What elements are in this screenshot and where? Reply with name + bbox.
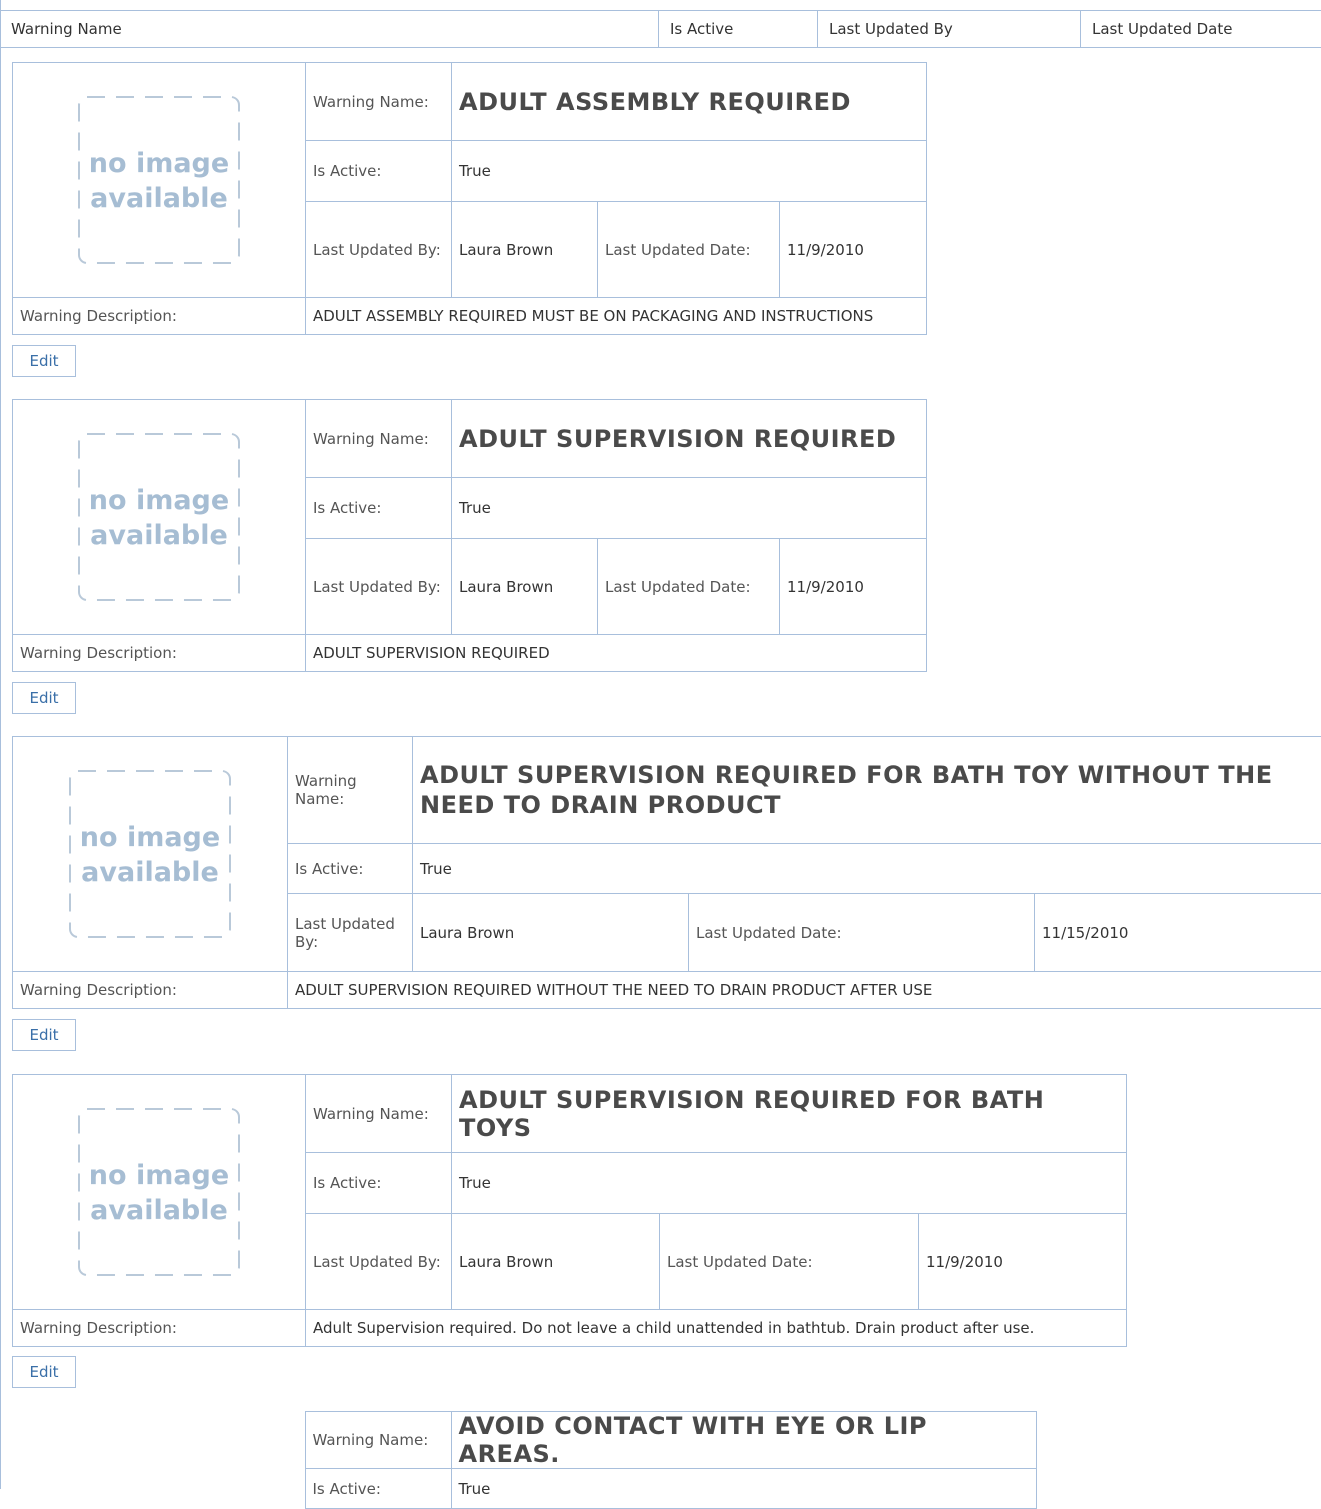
warning-name-label: Warning Name:	[305, 1412, 451, 1469]
warning-description-value: ADULT ASSEMBLY REQUIRED MUST BE ON PACKAGING AND INSTRUCTIONS	[306, 298, 927, 335]
last-updated-by-label: Last Updated By:	[306, 539, 452, 635]
warning-description-label: Warning Description:	[13, 1310, 306, 1347]
warning-name-label: Warning Name:	[306, 400, 452, 478]
last-updated-by-label: Last Updated By:	[306, 202, 452, 298]
no-image-text: no image	[67, 820, 233, 855]
no-image-text: available	[76, 181, 242, 216]
is-active-label: Is Active:	[305, 1469, 451, 1509]
warning-card	[12, 1411, 1037, 1509]
column-header-is-active[interactable]: Is Active	[658, 11, 817, 47]
last-updated-date-label: Last Updated Date:	[598, 202, 780, 298]
last-updated-date-label: Last Updated Date:	[660, 1214, 919, 1310]
warning-description-label: Warning Description:	[13, 298, 306, 335]
last-updated-date-value: 11/9/2010	[780, 202, 927, 298]
edit-button[interactable]: Edit	[12, 345, 76, 377]
edit-button[interactable]: Edit	[12, 1356, 76, 1388]
no-image-text: available	[76, 1193, 242, 1228]
warning-name-value: AVOID CONTACT WITH EYE OR LIP AREAS.	[451, 1412, 1036, 1469]
is-active-value: True	[452, 141, 927, 202]
last-updated-by-label: Last Updated By:	[306, 1214, 452, 1310]
warning-name-label: Warning Name:	[306, 1075, 452, 1153]
edit-button[interactable]: Edit	[12, 1019, 76, 1051]
warning-card	[12, 1074, 1127, 1347]
last-updated-by-value: Laura Brown	[452, 202, 598, 298]
warning-description-label: Warning Description:	[13, 972, 288, 1009]
column-header-last-updated-by[interactable]: Last Updated By	[817, 11, 1080, 47]
no-image-text: no image	[76, 146, 242, 181]
edit-button[interactable]: Edit	[12, 682, 76, 714]
warning-card	[12, 736, 1321, 1009]
last-updated-date-label: Last Updated Date:	[598, 539, 780, 635]
is-active-label: Is Active:	[306, 478, 452, 539]
no-image-placeholder	[13, 63, 306, 298]
no-image-text: available	[76, 518, 242, 553]
no-image-placeholder	[13, 400, 306, 635]
is-active-value: True	[452, 478, 927, 539]
warning-name-label: Warning Name:	[306, 63, 452, 141]
grid-header	[0, 10, 1321, 48]
is-active-label: Is Active:	[288, 844, 413, 894]
is-active-label: Is Active:	[306, 1153, 452, 1214]
warning-card	[12, 399, 927, 672]
last-updated-date-value: 11/9/2010	[780, 539, 927, 635]
warning-name-value: ADULT ASSEMBLY REQUIRED	[452, 63, 927, 141]
no-image-placeholder	[13, 1075, 306, 1310]
is-active-value: True	[413, 844, 1321, 894]
no-image-text: available	[67, 855, 233, 890]
last-updated-by-label: Last Updated By:	[288, 894, 413, 972]
warning-description-value: Adult Supervision required. Do not leave a child unattended in bathtub. Drain product after use.	[306, 1310, 1127, 1347]
warning-name-value: ADULT SUPERVISION REQUIRED FOR BATH TOYS	[452, 1075, 1127, 1153]
no-image-placeholder	[13, 737, 288, 972]
no-image-text: no image	[76, 1158, 242, 1193]
warning-name-label: Warning Name:	[288, 737, 413, 844]
last-updated-by-value: Laura Brown	[452, 1214, 660, 1310]
is-active-label: Is Active:	[306, 141, 452, 202]
no-image-text: no image	[76, 483, 242, 518]
is-active-value: True	[452, 1153, 1127, 1214]
last-updated-by-value: Laura Brown	[413, 894, 689, 972]
column-header-last-updated-date[interactable]: Last Updated Date	[1080, 11, 1321, 47]
column-header-warning-name[interactable]: Warning Name	[0, 11, 658, 47]
warning-name-value: ADULT SUPERVISION REQUIRED	[452, 400, 927, 478]
warning-card	[12, 62, 927, 335]
warning-name-value: ADULT SUPERVISION REQUIRED FOR BATH TOY WITHOUT THE NEED TO DRAIN PRODUCT	[413, 737, 1321, 844]
empty-image-cell	[12, 1412, 305, 1469]
page-left-border	[0, 0, 1, 1489]
is-active-value: True	[451, 1469, 1036, 1509]
last-updated-date-value: 11/15/2010	[1035, 894, 1321, 972]
last-updated-by-value: Laura Brown	[452, 539, 598, 635]
last-updated-date-value: 11/9/2010	[919, 1214, 1127, 1310]
warning-description-value: ADULT SUPERVISION REQUIRED WITHOUT THE NEED TO DRAIN PRODUCT AFTER USE	[288, 972, 1321, 1009]
warning-description-label: Warning Description:	[13, 635, 306, 672]
warning-description-value: ADULT SUPERVISION REQUIRED	[306, 635, 927, 672]
last-updated-date-label: Last Updated Date:	[689, 894, 1035, 972]
